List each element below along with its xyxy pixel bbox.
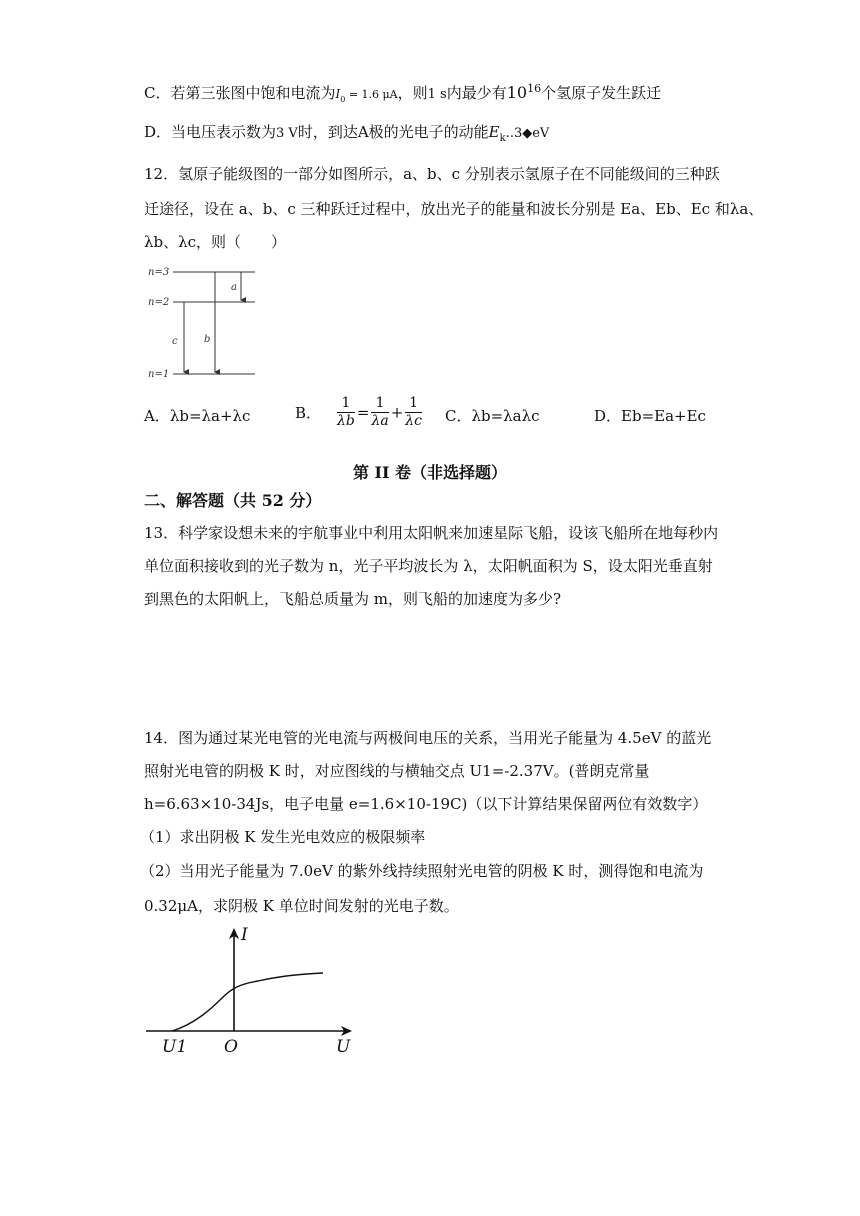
q12-option-b: B． $\frac{1}{\lambda b}$ = $\frac{1}{\lambda a}$ + $\frac{1}{\lambda c}$ [295,395,422,429]
q11-c-text2: ，则 [397,84,428,102]
q12-d-lead: D． [594,407,622,425]
q11-option-c [144,78,661,111]
q12-a-lead: A． [144,407,170,425]
u1-text: U1 [162,1037,188,1057]
q12-c-eq: λb=λaλc [471,407,540,425]
q12-a-eq: λb=λa+λc [169,407,251,425]
q14-line-3: h=6.63×10-34Js，电子电量 e=1.6×10-19C)（以下计算结果保留两位有效数字） [144,795,708,813]
origin-label: O [224,1037,238,1057]
q11-c-time: 1 s [427,87,447,102]
q11-c-var: I [335,87,341,101]
q11-option-d [144,121,549,150]
q11-c-text1: C．若第三张图中饱和电流为 [144,84,336,102]
u1-label [162,1037,187,1057]
level-n1-label: n=1 [148,369,170,380]
q14-sub-1: （1）求出阴极 K 发生光电效应的极限频率 [140,828,426,846]
level-n3-label: n=3 [148,267,170,278]
current-curve [172,973,323,1031]
section-title: 第 II 卷（非选择题） [352,463,508,482]
transition-b-label: b [204,334,211,345]
q14-line-1: 14．图为通过某光电管的光电流与两极间电压的关系，当用光子能量为 4.5eV 的蓝光 [144,729,712,747]
level-n2-label: n=2 [148,297,170,308]
q11-c-value: = 1.6 μA [345,88,398,101]
q11-c-var-sub: 0 [340,95,346,104]
q13-line-2: 单位面积接收到的光子数为 n，光子平均波长为 λ，太阳帆面积为 S，设太阳光垂直射 [144,557,713,575]
q14-line-2: 照射光电管的阴极 K 时，对应图线的与横轴交点 U1=-2.37V。(普朗克常量 [144,762,650,780]
q12-b-frac-la: $\frac{1}{\lambda a}$ [371,395,389,429]
q11-d-ek-sub: k [499,133,506,144]
transition-c-label: c [172,336,178,347]
photocurrent-graph [140,920,360,1060]
q11-c-exponent: 16 [527,82,542,95]
q12-c-lead: C． [445,407,472,425]
q11-d-value: ..3◆eV [505,126,550,141]
q12-option-d [594,405,706,427]
q13-line-1: 13．科学家设想未来的宇航事业中利用太阳帆来加速星际飞船，设该飞船所在地每秒内 [144,524,719,542]
q12-line-1: 12．氢原子能级图的一部分如图所示，a、b、c 分别表示氢原子在不同能级间的三种跃 [144,165,720,183]
q12-b-lead: B． [295,404,322,422]
q11-d-text2: 时，到达A极的光电子的动能 [297,123,489,141]
q12-option-a [144,405,250,427]
q12-b-frac-lc: $\frac{1}{\lambda c}$ [405,395,422,429]
q11-c-text3: 内最少有 [446,84,507,102]
q11-d-text1: D．当电压表示数为 [144,123,277,141]
q11-c-base: 10 [506,83,528,102]
q12-line-2: 迁途径，设在 a、b、c 三种跃迁过程中，放出光子的能量和波长分别是 Ea、Eb、Ec 和λa、 [144,200,764,218]
q11-d-ek: E [488,123,500,141]
transition-a-label: a [231,282,237,293]
q12-b-frac-lb: $\frac{1}{\lambda b}$ [337,395,355,429]
q11-c-text4: 个氢原子发生跃迁 [541,84,662,102]
q14-sub-2a: （2）当用光子能量为 7.0eV 的紫外线持续照射光电管的阴极 K 时，测得饱和电流为 [140,862,704,880]
x-axis-label: U [336,1037,351,1057]
q13-line-3: 到黑色的太阳帆上，飞船总质量为 m，则飞船的加速度为多少? [144,590,562,608]
energy-level-diagram [140,262,260,384]
q14-sub-2b: 0.32μA，求阴极 K 单位时间发射的光电子数。 [144,897,459,915]
q11-d-voltage: 3 V [276,126,298,141]
q12-d-eq: Eb=Ea+Ec [621,407,706,425]
y-axis-label: I [241,925,248,945]
q12-line-3: λb、λc，则（ ） [144,233,287,251]
q12-option-c [445,405,540,427]
section-heading: 二、解答题（共 52 分） [144,491,322,510]
